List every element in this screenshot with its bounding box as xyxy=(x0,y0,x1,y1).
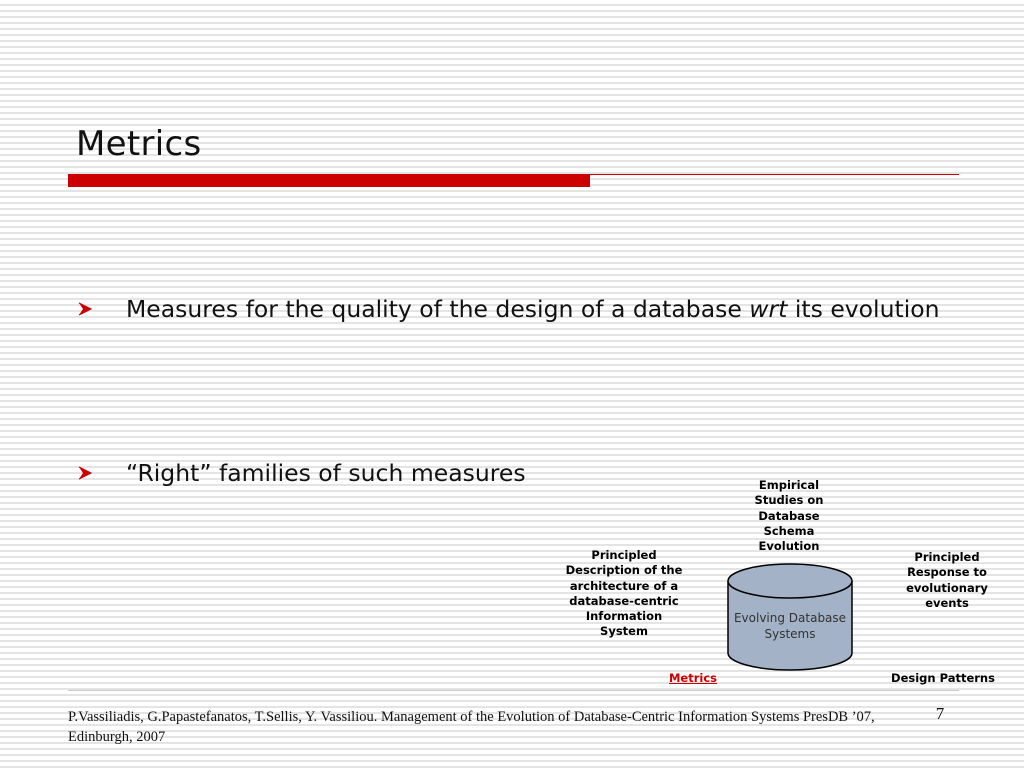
title-underline-thick xyxy=(68,175,590,187)
arrow-bullet-icon xyxy=(78,292,126,326)
bullet-item-measures xyxy=(78,292,948,326)
cylinder-text: Evolving Database Systems xyxy=(733,611,847,641)
diagram-label-principled-description: Principled Description of the architecture of a database-centric Information System xyxy=(565,548,683,639)
footer-citation: P.Vassiliadis, G.Papastefanatos, T.Sellis, Y. Vassiliou. Management of the Evolution of Database-Centric Information Systems PresDB ’07, Edinburgh, 2007 xyxy=(68,709,875,745)
arrow-bullet-icon xyxy=(78,456,126,490)
bullet-text: “Right” families of such measures xyxy=(126,459,526,487)
footer-divider xyxy=(68,690,959,691)
bullet-text-after: its evolution xyxy=(787,295,940,323)
bullet-text-emphasis: wrt xyxy=(749,295,788,323)
page-number: 7 xyxy=(935,704,945,723)
diagram-label-empirical-studies: Empirical Studies on Database Schema Evolution xyxy=(754,478,824,554)
metrics-link[interactable]: Metrics xyxy=(668,671,718,685)
slide-title: Metrics xyxy=(76,124,202,164)
diagram-label-design-patterns: Design Patterns xyxy=(891,671,995,685)
bullet-text-before: Measures for the quality of the design of a database xyxy=(126,295,750,323)
diagram-label-principled-response: Principled Response to evolutionary events xyxy=(906,550,988,610)
bullet-text xyxy=(126,292,940,326)
bullet-item-families xyxy=(78,456,778,490)
